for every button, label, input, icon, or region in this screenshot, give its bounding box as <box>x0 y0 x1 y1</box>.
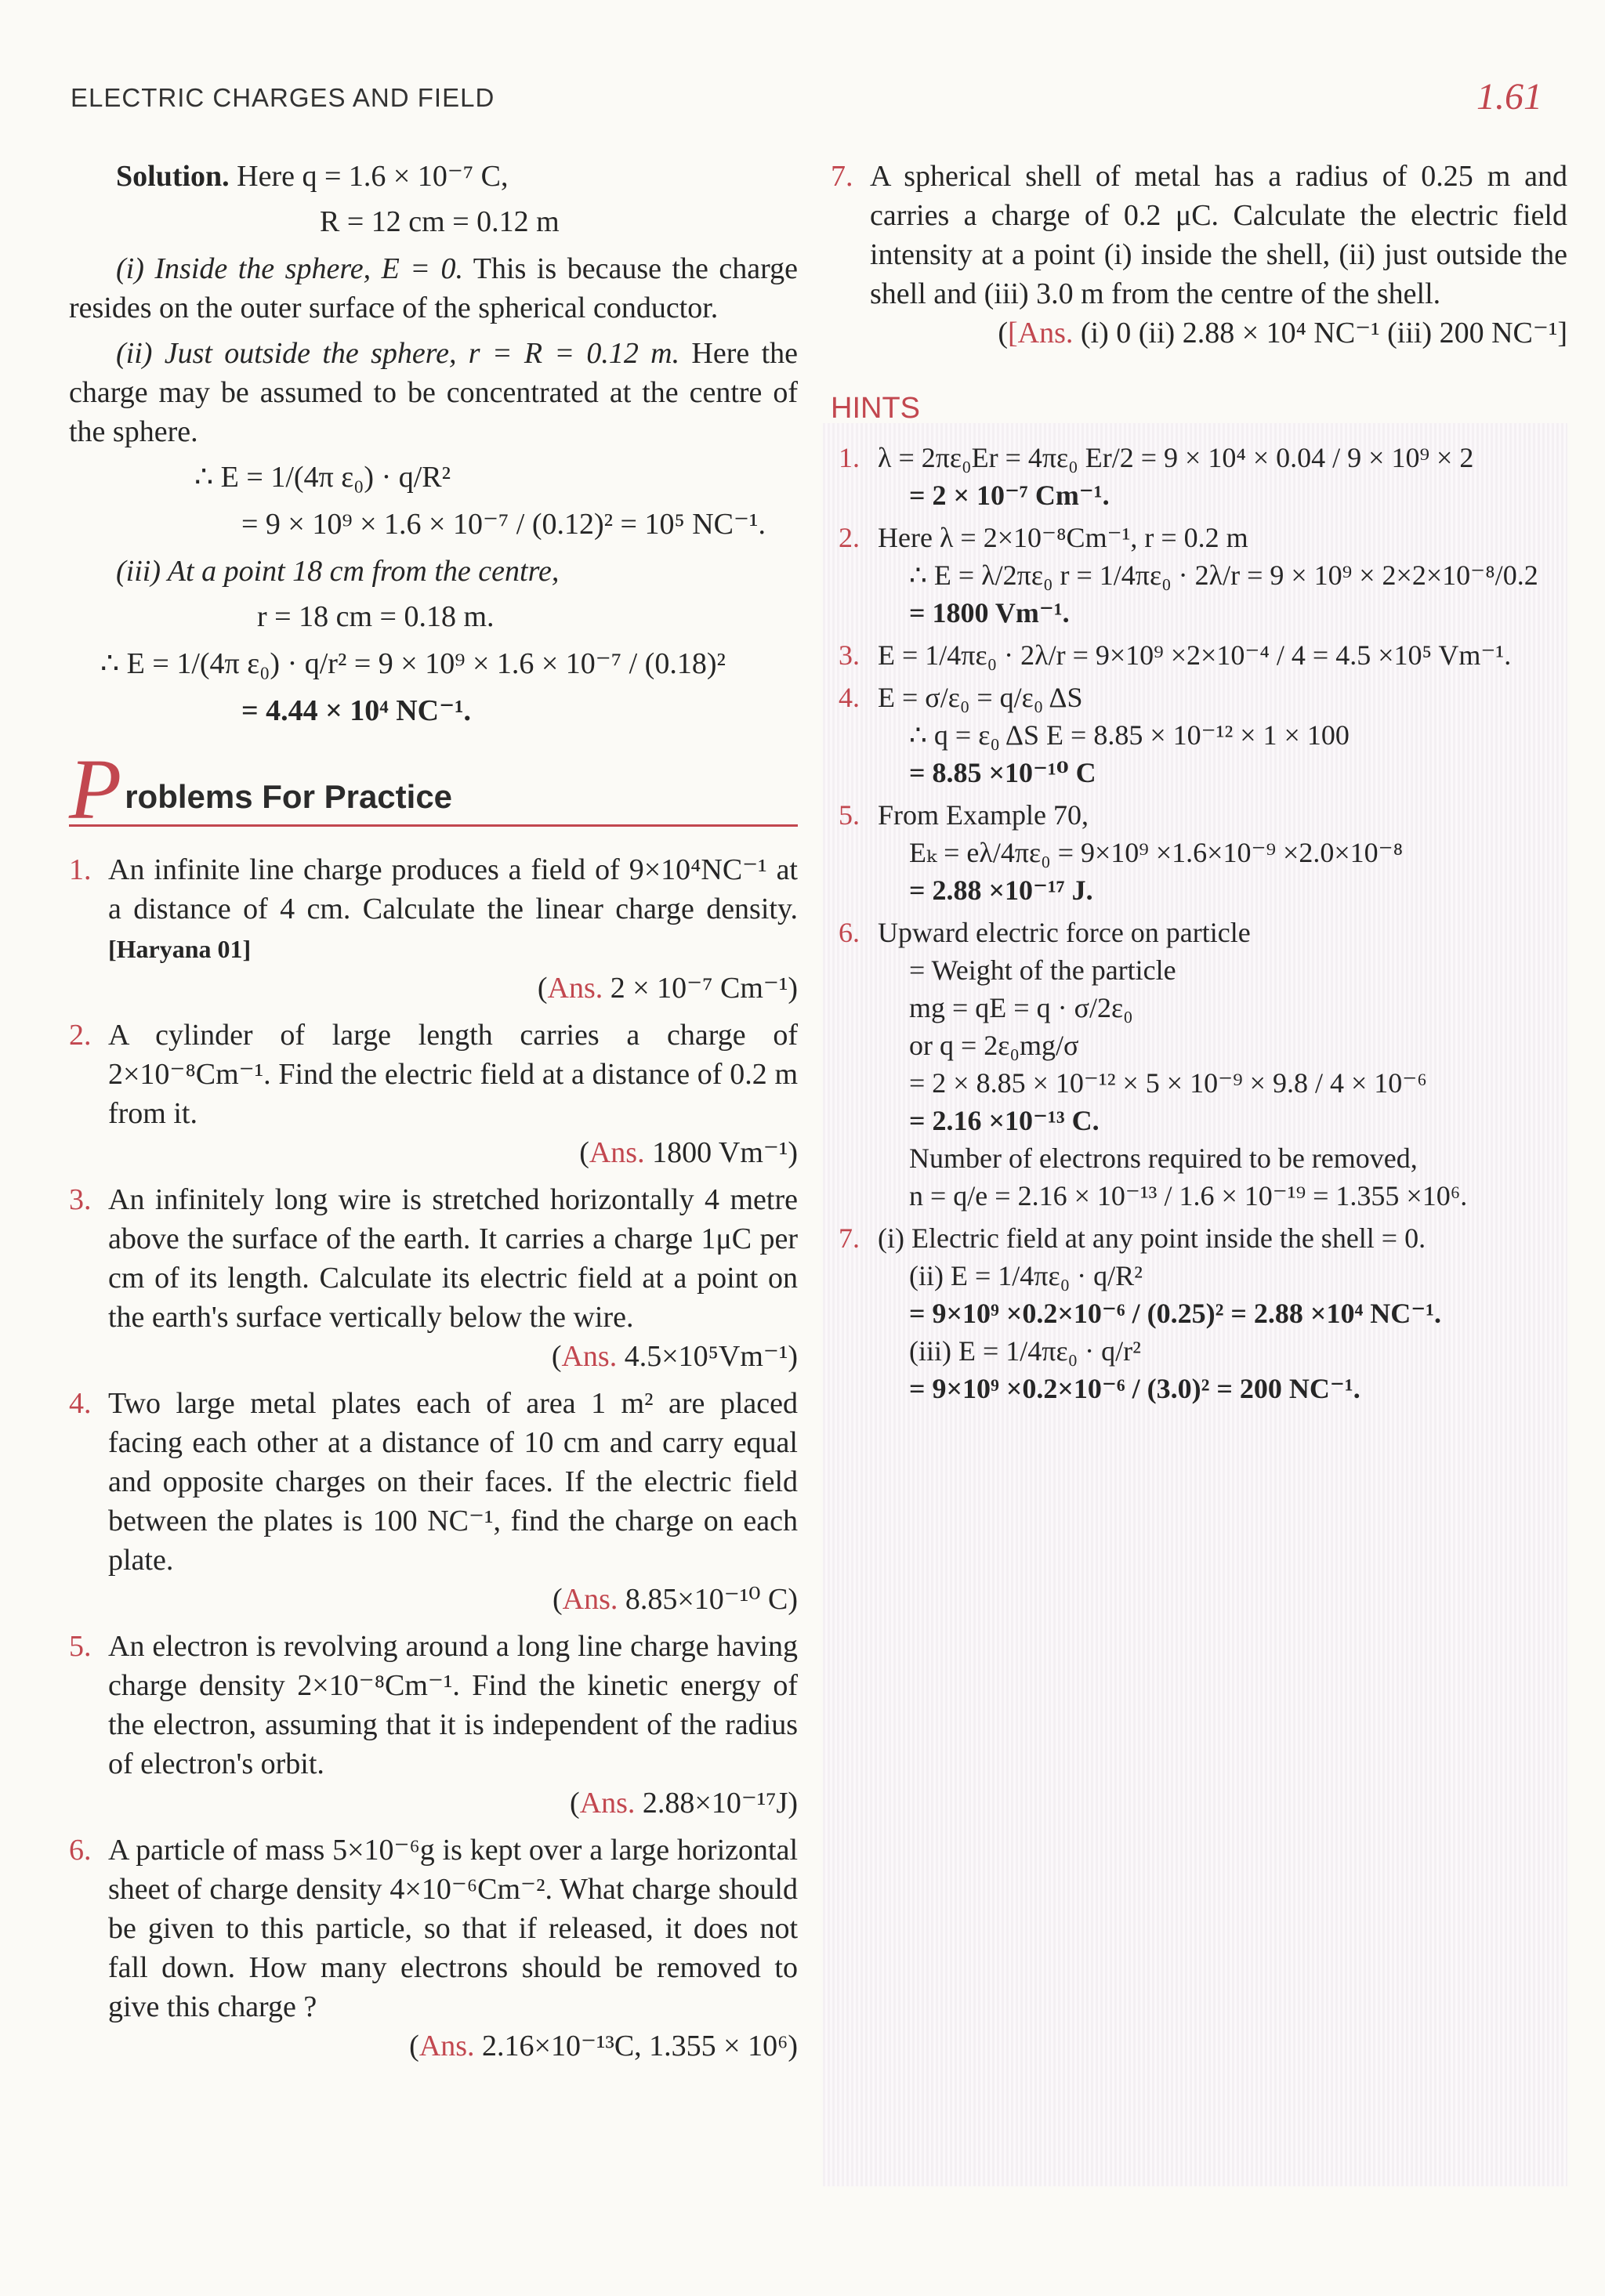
problem-number: 2. <box>69 1019 92 1052</box>
answer-value: 2.88×10⁻¹⁷J) <box>642 1787 798 1820</box>
solution-line1: Here q = 1.6 × 10⁻⁷ C, <box>237 160 509 193</box>
solution-part1 <box>69 249 798 328</box>
problem-number: 5. <box>69 1630 92 1663</box>
hint-line: ∴ E = λ/2πε₀ r = 1/4πε₀ · 2λ/r = 9 × 10⁹ × 2×2×10⁻⁸/0.2 <box>909 560 1538 591</box>
problem-text <box>870 157 1567 353</box>
equation-2a: ∴ E = 1/(4π ε₀) · q/R² <box>194 461 451 494</box>
problem-item <box>69 1831 798 2066</box>
part2-label: (ii) Just outside the sphere, r = R = 0.12 m. <box>116 337 680 370</box>
problem-statement: An infinite line charge produces a field of 9×10⁴NC⁻¹ at a distance of 4 cm. Calculate the linear charge density. <box>108 853 798 925</box>
answer-value: 4.5×10⁵Vm⁻¹) <box>624 1340 798 1373</box>
problem-list <box>69 850 798 2066</box>
answer-key: Ans. <box>418 2030 475 2062</box>
hint-number: 6. <box>839 917 860 948</box>
hint-line: (iii) E = 1/4πε₀ · q/r² <box>909 1335 1141 1367</box>
answer: (Ans. 4.5×10⁵Vm⁻¹) <box>551 1340 798 1373</box>
problem-7 <box>831 157 1567 353</box>
hint-number: 7. <box>839 1222 860 1254</box>
hint-line: = 9×10⁹ ×0.2×10⁻⁶ / (3.0)² = 200 NC⁻¹. <box>909 1373 1360 1404</box>
hint-line: mg = qE = q · σ/2ε₀ <box>909 992 1133 1023</box>
hint-line: Here λ = 2×10⁻⁸Cm⁻¹, r = 0.2 m <box>878 522 1248 553</box>
hint-number: 3. <box>839 639 860 671</box>
hint-body <box>878 636 1560 674</box>
problem-item <box>69 1016 798 1172</box>
problem-text <box>108 1627 798 1823</box>
hint-line: = Weight of the particle <box>909 954 1176 986</box>
answer: (Ans. 2.16×10⁻¹³C, 1.355 × 10⁶) <box>409 2030 798 2062</box>
problems-for-practice-heading <box>69 741 798 837</box>
hint-line: E = 1/4πε₀ · 2λ/r = 9×10⁹ ×2×10⁻⁴ / 4 = 4.5 ×10⁵ Vm⁻¹. <box>878 639 1512 671</box>
hint-item <box>839 519 1560 632</box>
hint-item <box>839 914 1560 1215</box>
answer-key: [Ans. <box>1008 317 1074 349</box>
hint-line: = 2.88 ×10⁻¹⁷ J. <box>909 875 1093 906</box>
hint-item <box>839 679 1560 791</box>
hint-body <box>878 1219 1560 1407</box>
part2-text: Here the charge may be assumed to be concentrated at the centre of the sphere. <box>69 337 798 448</box>
problem-number: 4. <box>69 1387 92 1420</box>
hints-title: HINTS <box>831 392 920 425</box>
answer-value: (i) 0 (ii) 2.88 × 10⁴ NC⁻¹ (iii) 200 NC⁻¹] <box>1080 317 1567 349</box>
hint-line: n = q/e = 2.16 × 10⁻¹³ / 1.6 × 10⁻¹⁹ = 1.355 ×10⁶. <box>909 1180 1468 1211</box>
exam-tag: [Haryana 01] <box>108 935 252 963</box>
hint-body <box>878 519 1560 632</box>
answer: (Ans. 1800 Vm⁻¹) <box>579 1136 798 1169</box>
answer: (Ans. 2.88×10⁻¹⁷J) <box>570 1787 798 1820</box>
problem-text <box>108 1180 798 1376</box>
equation-2b: = 9 × 10⁹ × 1.6 × 10⁻⁷ / (0.12)² = 10⁵ NC⁻¹. <box>241 508 766 541</box>
problem-text <box>108 850 798 1008</box>
hint-line: or q = 2ε₀mg/σ <box>909 1030 1079 1061</box>
hint-number: 4. <box>839 682 860 713</box>
hint-line: E = σ/ε₀ = q/ε₀ ΔS <box>878 682 1083 713</box>
hint-line: From Example 70, <box>878 799 1089 831</box>
equation-3c: = 4.44 × 10⁴ NC⁻¹. <box>241 694 472 727</box>
right-column-top <box>831 157 1567 360</box>
hint-item <box>839 636 1560 674</box>
hints-list <box>839 439 1560 1412</box>
hint-item <box>839 1219 1560 1407</box>
part1-text: This is because the charge resides on the outer surface of the spherical conductor. <box>69 252 798 324</box>
problem-item <box>69 1180 798 1376</box>
answer-value: 2 × 10⁻⁷ Cm⁻¹) <box>610 972 798 1005</box>
problem-item <box>831 157 1567 353</box>
answer: (Ans. 2 × 10⁻⁷ Cm⁻¹) <box>537 972 798 1005</box>
problem-statement: An electron is revolving around a long line charge having charge density 2×10⁻⁸Cm⁻¹. Find the kinetic energy of the electron, assuming that it is independent of the radius of electron's orbit. <box>108 1630 798 1780</box>
hint-body <box>878 914 1560 1215</box>
problem-item <box>69 850 798 1008</box>
part3-label: (iii) At a point 18 cm from the centre, <box>116 555 560 588</box>
left-column <box>69 157 798 2073</box>
solution-line2: R = 12 cm = 0.12 m <box>320 205 560 238</box>
hint-line: = 2.16 ×10⁻¹³ C. <box>909 1105 1100 1136</box>
problem-statement: An infinitely long wire is stretched horizontally 4 metre above the surface of the earth. It carries a charge 1μC per cm of its length. Calculate its electric field at a point on the earth's surface vertically below the wire. <box>108 1183 798 1334</box>
answer-value: 2.16×10⁻¹³C, 1.355 × 10⁶) <box>482 2030 798 2062</box>
problem-text <box>108 1831 798 2066</box>
hint-line: λ = 2πε₀Er = 4πε₀ Er/2 = 9 × 10⁴ × 0.04 / 9 × 10⁹ × 2 <box>878 442 1474 473</box>
problem-number: 6. <box>69 1834 92 1867</box>
problem-text <box>108 1384 798 1619</box>
answer-key: Ans. <box>547 972 603 1005</box>
answer-value: 8.85×10⁻¹⁰ C) <box>625 1583 798 1616</box>
answer-key: Ans. <box>589 1136 645 1169</box>
hint-body <box>878 796 1560 909</box>
answer: (Ans. 8.85×10⁻¹⁰ C) <box>552 1583 798 1616</box>
problem-text <box>108 1016 798 1172</box>
hint-number: 5. <box>839 799 860 831</box>
running-head: ELECTRIC CHARGES AND FIELD <box>71 83 495 112</box>
hint-line: = 2 × 10⁻⁷ Cm⁻¹. <box>909 480 1110 511</box>
answer-value: 1800 Vm⁻¹) <box>652 1136 798 1169</box>
hint-line: = 9×10⁹ ×0.2×10⁻⁶ / (0.25)² = 2.88 ×10⁴ NC⁻¹. <box>909 1298 1442 1329</box>
practice-logo-letter: P <box>69 741 122 837</box>
solution-intro <box>69 157 798 196</box>
hint-line: (i) Electric field at any point inside the shell = 0. <box>878 1222 1426 1254</box>
problem-number: 3. <box>69 1183 92 1216</box>
problem-number: 7. <box>831 160 853 193</box>
solution-part2 <box>69 334 798 451</box>
hint-number: 1. <box>839 442 860 473</box>
problem-statement: Two large metal plates each of area 1 m² are placed facing each other at a distance of 10 cm and carry equal and opposite charges on their faces. If the electric field between the plates is 100 NC⁻¹, find the charge on each plate. <box>108 1387 798 1577</box>
hint-line: = 1800 Vm⁻¹. <box>909 597 1070 628</box>
hint-line: (ii) E = 1/4πε₀ · q/R² <box>909 1260 1143 1291</box>
hint-line: Upward electric force on particle <box>878 917 1251 948</box>
answer-key: Ans. <box>561 1340 618 1373</box>
problem-item <box>69 1384 798 1619</box>
hint-line: Number of electrons required to be removed, <box>909 1143 1418 1174</box>
solution-label: Solution. <box>116 160 230 193</box>
practice-title: roblems For Practice <box>125 778 453 815</box>
hint-item <box>839 796 1560 909</box>
part1-label: (i) Inside the sphere, E = 0. <box>116 252 463 285</box>
problem-number: 1. <box>69 853 92 886</box>
equation-3b: ∴ E = 1/(4π ε₀) · q/r² = 9 × 10⁹ × 1.6 × 10⁻⁷ / (0.18)² <box>100 647 726 680</box>
hint-item <box>839 439 1560 514</box>
problem-statement: A cylinder of large length carries a charge of 2×10⁻⁸Cm⁻¹. Find the electric field at a distance of 0.2 m from it. <box>108 1019 798 1130</box>
page-number: 1.61 <box>1476 76 1542 118</box>
hint-body <box>878 439 1560 514</box>
problem-statement: A spherical shell of metal has a radius of 0.25 m and carries a charge of 0.2 μC. Calculate the electric field intensity at a point (i) inside the shell, (ii) just outside the shell and (iii) 3.0 m from the centre of the shell. <box>870 160 1567 310</box>
hint-body <box>878 679 1560 791</box>
problem-statement: A particle of mass 5×10⁻⁶g is kept over a large horizontal sheet of charge density 4×10⁻⁶Cm⁻². What charge should be given to this particle, so that if released, it does not fall down. How many electrons should be removed to give this charge ? <box>108 1834 798 2023</box>
answer-key: Ans. <box>562 1583 618 1616</box>
equation-3a: r = 18 cm = 0.18 m. <box>257 600 495 633</box>
problem-item <box>69 1627 798 1823</box>
hint-line: = 2 × 8.85 × 10⁻¹² × 5 × 10⁻⁹ × 9.8 / 4 × 10⁻⁶ <box>909 1067 1427 1099</box>
hint-line: ∴ q = ε₀ ΔS E = 8.85 × 10⁻¹² × 1 × 100 <box>909 719 1350 751</box>
answer: ([Ans. (i) 0 (ii) 2.88 × 10⁴ NC⁻¹ (iii) 200 NC⁻¹] <box>998 317 1567 349</box>
hint-line: = 8.85 ×10⁻¹⁰ C <box>909 757 1096 788</box>
answer-key: Ans. <box>579 1787 636 1820</box>
hint-line: Eₖ = eλ/4πε₀ = 9×10⁹ ×1.6×10⁻⁹ ×2.0×10⁻⁸ <box>909 837 1404 868</box>
hint-number: 2. <box>839 522 860 553</box>
